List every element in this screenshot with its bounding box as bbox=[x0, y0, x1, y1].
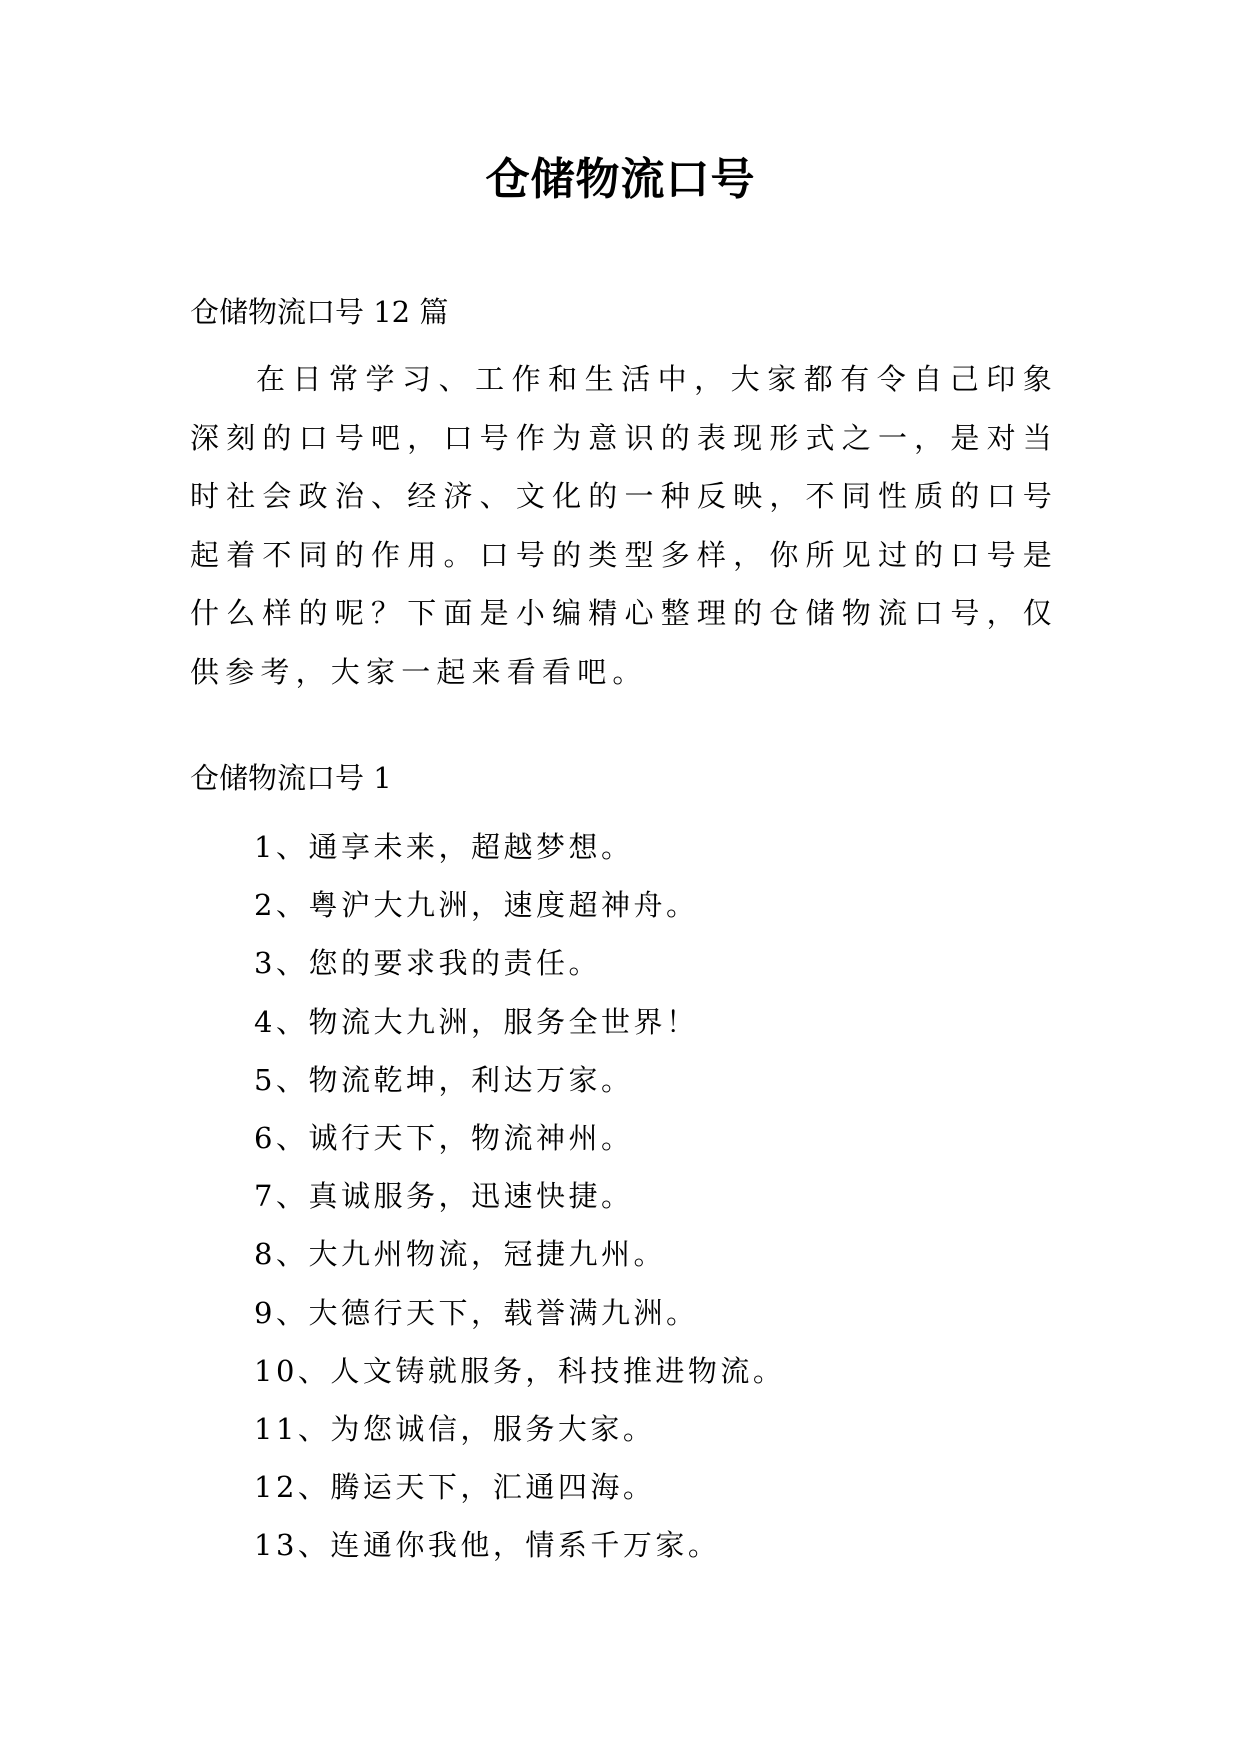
slogan-item: 8、大九州物流，冠捷九州。 bbox=[254, 1237, 666, 1272]
slogan-item: 5、物流乾坤，利达万家。 bbox=[254, 1062, 634, 1097]
slogan-list bbox=[254, 818, 785, 1575]
slogan-item: 7、真诚服务，迅速快捷。 bbox=[254, 1179, 634, 1214]
intro-paragraph: 在日常学习、工作和生活中，大家都有令自己印象深刻的口号吧，口号作为意识的表现形式之一，是对当时社会政治、经济、文化的一种反映，不同性质的口号起着不同的作用。口号的类型多样，你所见过的口号是什么样的呢？下面是小编精心整理的仓储物流口号，仅供参考，大家一起来看看吧。 bbox=[190, 362, 1058, 689]
slogan-item: 1、通享未来，超越梦想。 bbox=[254, 830, 634, 864]
document-title: 仓储物流口号 bbox=[485, 154, 756, 205]
slogan-item: 4、物流大九洲，服务全世界！ bbox=[254, 1004, 699, 1039]
slogan-item: 6、诚行天下，物流神州。 bbox=[254, 1121, 634, 1156]
slogan-item: 10、人文铸就服务，科技推进物流。 bbox=[254, 1353, 786, 1388]
slogan-item: 13、连通你我他，情系千万家。 bbox=[254, 1528, 721, 1563]
slogan-item: 11、为您诚信，服务大家。 bbox=[254, 1412, 656, 1447]
slogan-item: 9、大德行天下，载誉满九洲。 bbox=[254, 1295, 699, 1330]
slogan-item: 3、您的要求我的责任。 bbox=[254, 946, 601, 981]
document-subtitle: 仓储物流口号 12 篇 bbox=[190, 295, 449, 329]
section-heading: 仓储物流口号 1 bbox=[190, 761, 392, 795]
slogan-item: 12、腾运天下，汇通四海。 bbox=[254, 1470, 656, 1505]
slogan-item: 2、粤沪大九洲，速度超神舟。 bbox=[254, 888, 699, 923]
